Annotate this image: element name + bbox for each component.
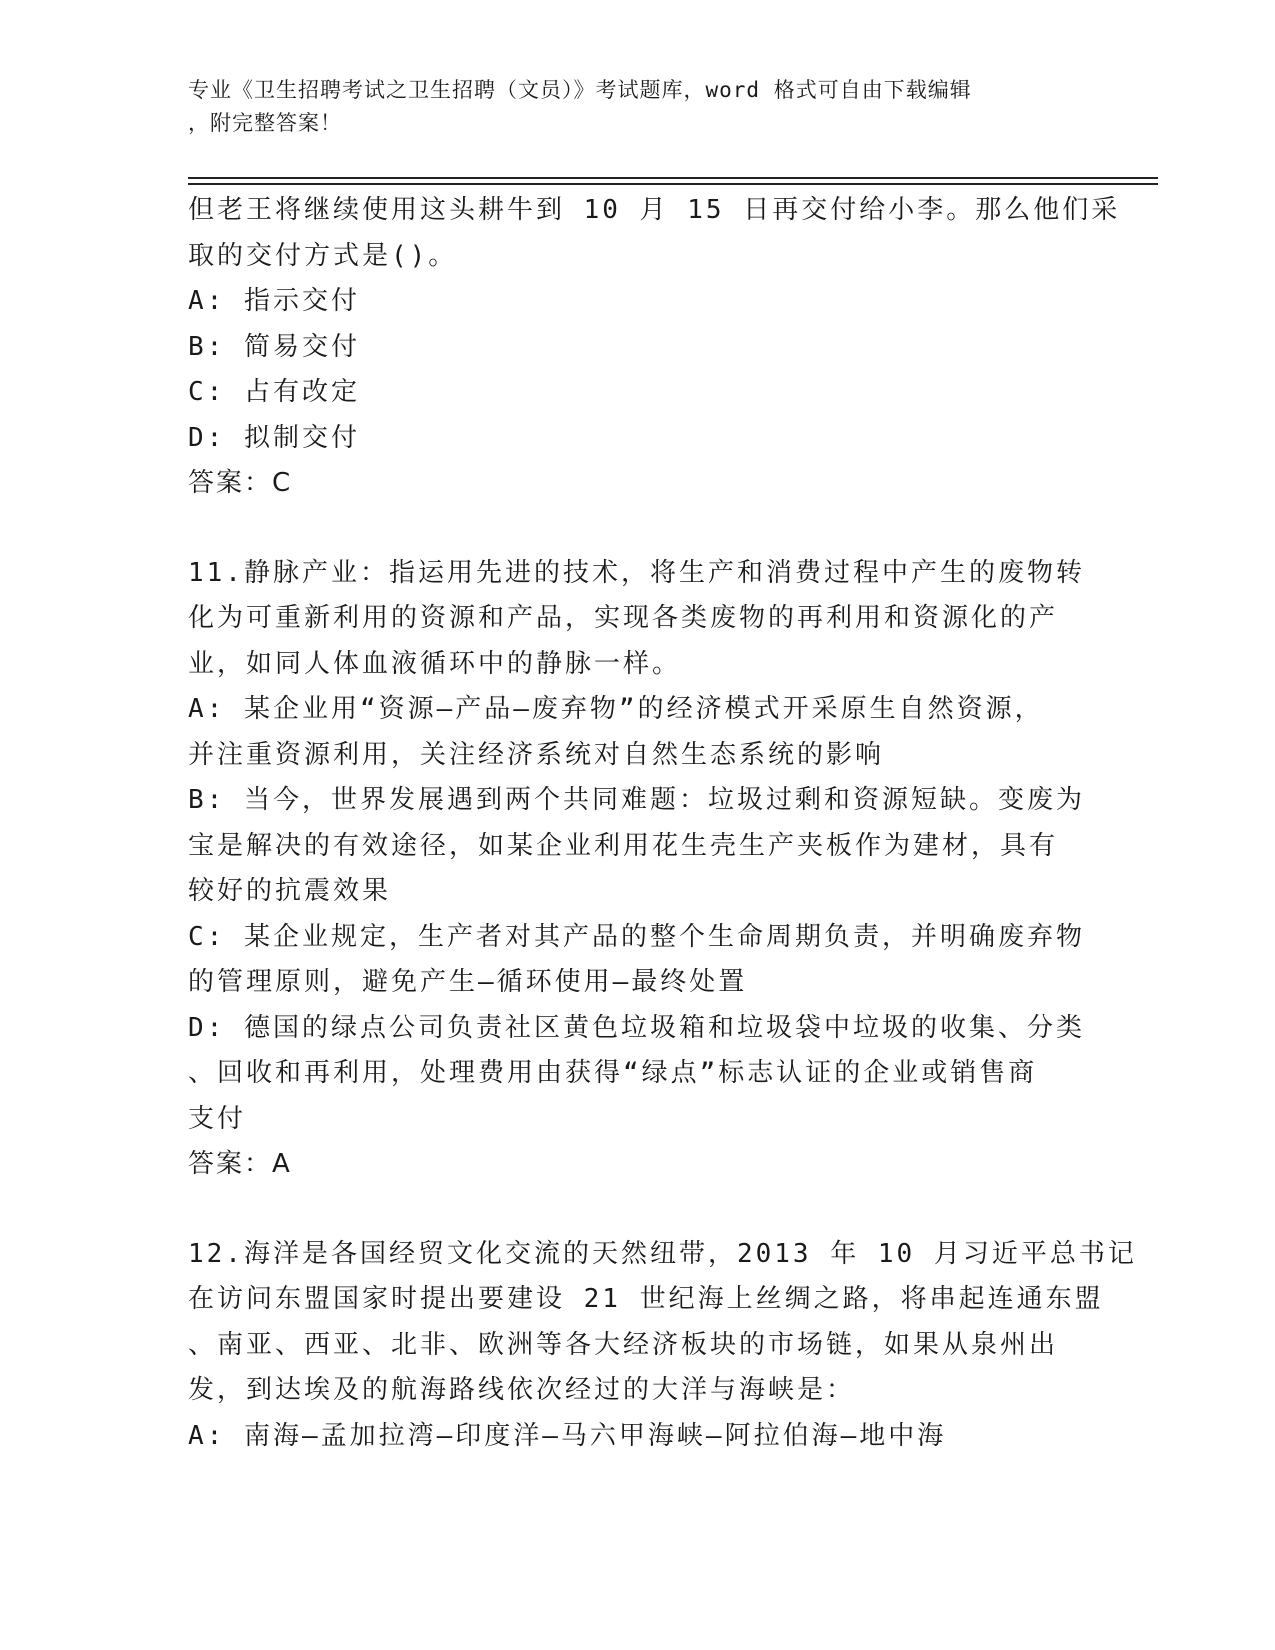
option-b: B: 简易交付 xyxy=(188,331,360,362)
option-a: A: 某企业用“资源—产品—废弃物”的经济模式开采原生自然资源， xyxy=(188,694,1044,724)
header-divider-bottom xyxy=(188,183,1158,185)
question-stem-line: 化为可重新利用的资源和产品，实现各类废物的再利用和资源化的产 xyxy=(188,603,1059,633)
question-12 xyxy=(188,1232,1137,1460)
page-header xyxy=(188,74,1068,140)
option-d-continued: 、回收和再利用，处理费用由获得“绿点”标志认证的企业或销售商 xyxy=(188,1058,1038,1088)
header-divider-top xyxy=(188,177,1158,179)
option-a-continued: 并注重资源利用，关注经济系统对自然生态系统的影响 xyxy=(188,739,885,770)
option-d-continued: 支付 xyxy=(188,1103,247,1134)
option-b-continued: 较好的抗震效果 xyxy=(188,876,392,906)
question-stem-line: 业，如同人体血液循环中的静脉一样。 xyxy=(188,648,682,679)
question-11 xyxy=(188,551,1088,1188)
option-b: B: 当今，世界发展遇到两个共同难题：垃圾过剩和资源短缺。变废为 xyxy=(188,785,1085,815)
answer-line: 答案：C xyxy=(188,468,293,498)
question-stem-line: 在访问东盟国家时提出要建设 21 世纪海上丝绸之路，将串起连通东盟 xyxy=(188,1284,1104,1314)
option-c-continued: 的管理原则，避免产生—循环使用—最终处置 xyxy=(188,967,748,997)
question-stem-line: 发，到达埃及的航海路线依次经过的大洋与海峡是： xyxy=(188,1375,856,1405)
option-c: C: 占有改定 xyxy=(188,377,360,407)
header-line-2: ，附完整答案！ xyxy=(188,111,342,135)
question-stem-line: 11.静脉产业：指运用先进的技术，将生产和消费过程中产生的废物转 xyxy=(188,557,1085,588)
question-10 xyxy=(188,188,1121,507)
answer-line: 答案：A xyxy=(188,1149,292,1179)
question-stem-line: 但老王将继续使用这头耕牛到 10 月 15 日再交付给小李。那么他们采 xyxy=(188,195,1121,225)
option-a: A: 南海—孟加拉湾—印度洋—马六甲海峡—阿拉伯海—地中海 xyxy=(188,1420,947,1451)
option-c: C: 某企业规定，生产者对其产品的整个生命周期负责，并明确废弃物 xyxy=(188,921,1085,952)
option-b-continued: 宝是解决的有效途径，如某企业利用花生壳生产夹板作为建材，具有 xyxy=(188,830,1059,861)
question-content xyxy=(188,188,1137,1459)
question-stem-line: 12.海洋是各国经贸文化交流的天然纽带，2013 年 10 月习近平总书记 xyxy=(188,1238,1137,1269)
option-d: D: 德国的绿点公司负责社区黄色垃圾箱和垃圾袋中垃圾的收集、分类 xyxy=(188,1012,1085,1043)
option-a: A: 指示交付 xyxy=(188,286,360,316)
question-stem-line: 取的交付方式是()。 xyxy=(188,240,458,271)
header-line-1: 专业《卫生招聘考试之卫生招聘（文员）》考试题库，word 格式可自由下载编辑 xyxy=(188,78,972,102)
option-d: D: 拟制交付 xyxy=(188,422,360,453)
question-stem-line: 、南亚、西亚、北非、欧洲等各大经济板块的市场链，如果从泉州出 xyxy=(188,1329,1059,1360)
